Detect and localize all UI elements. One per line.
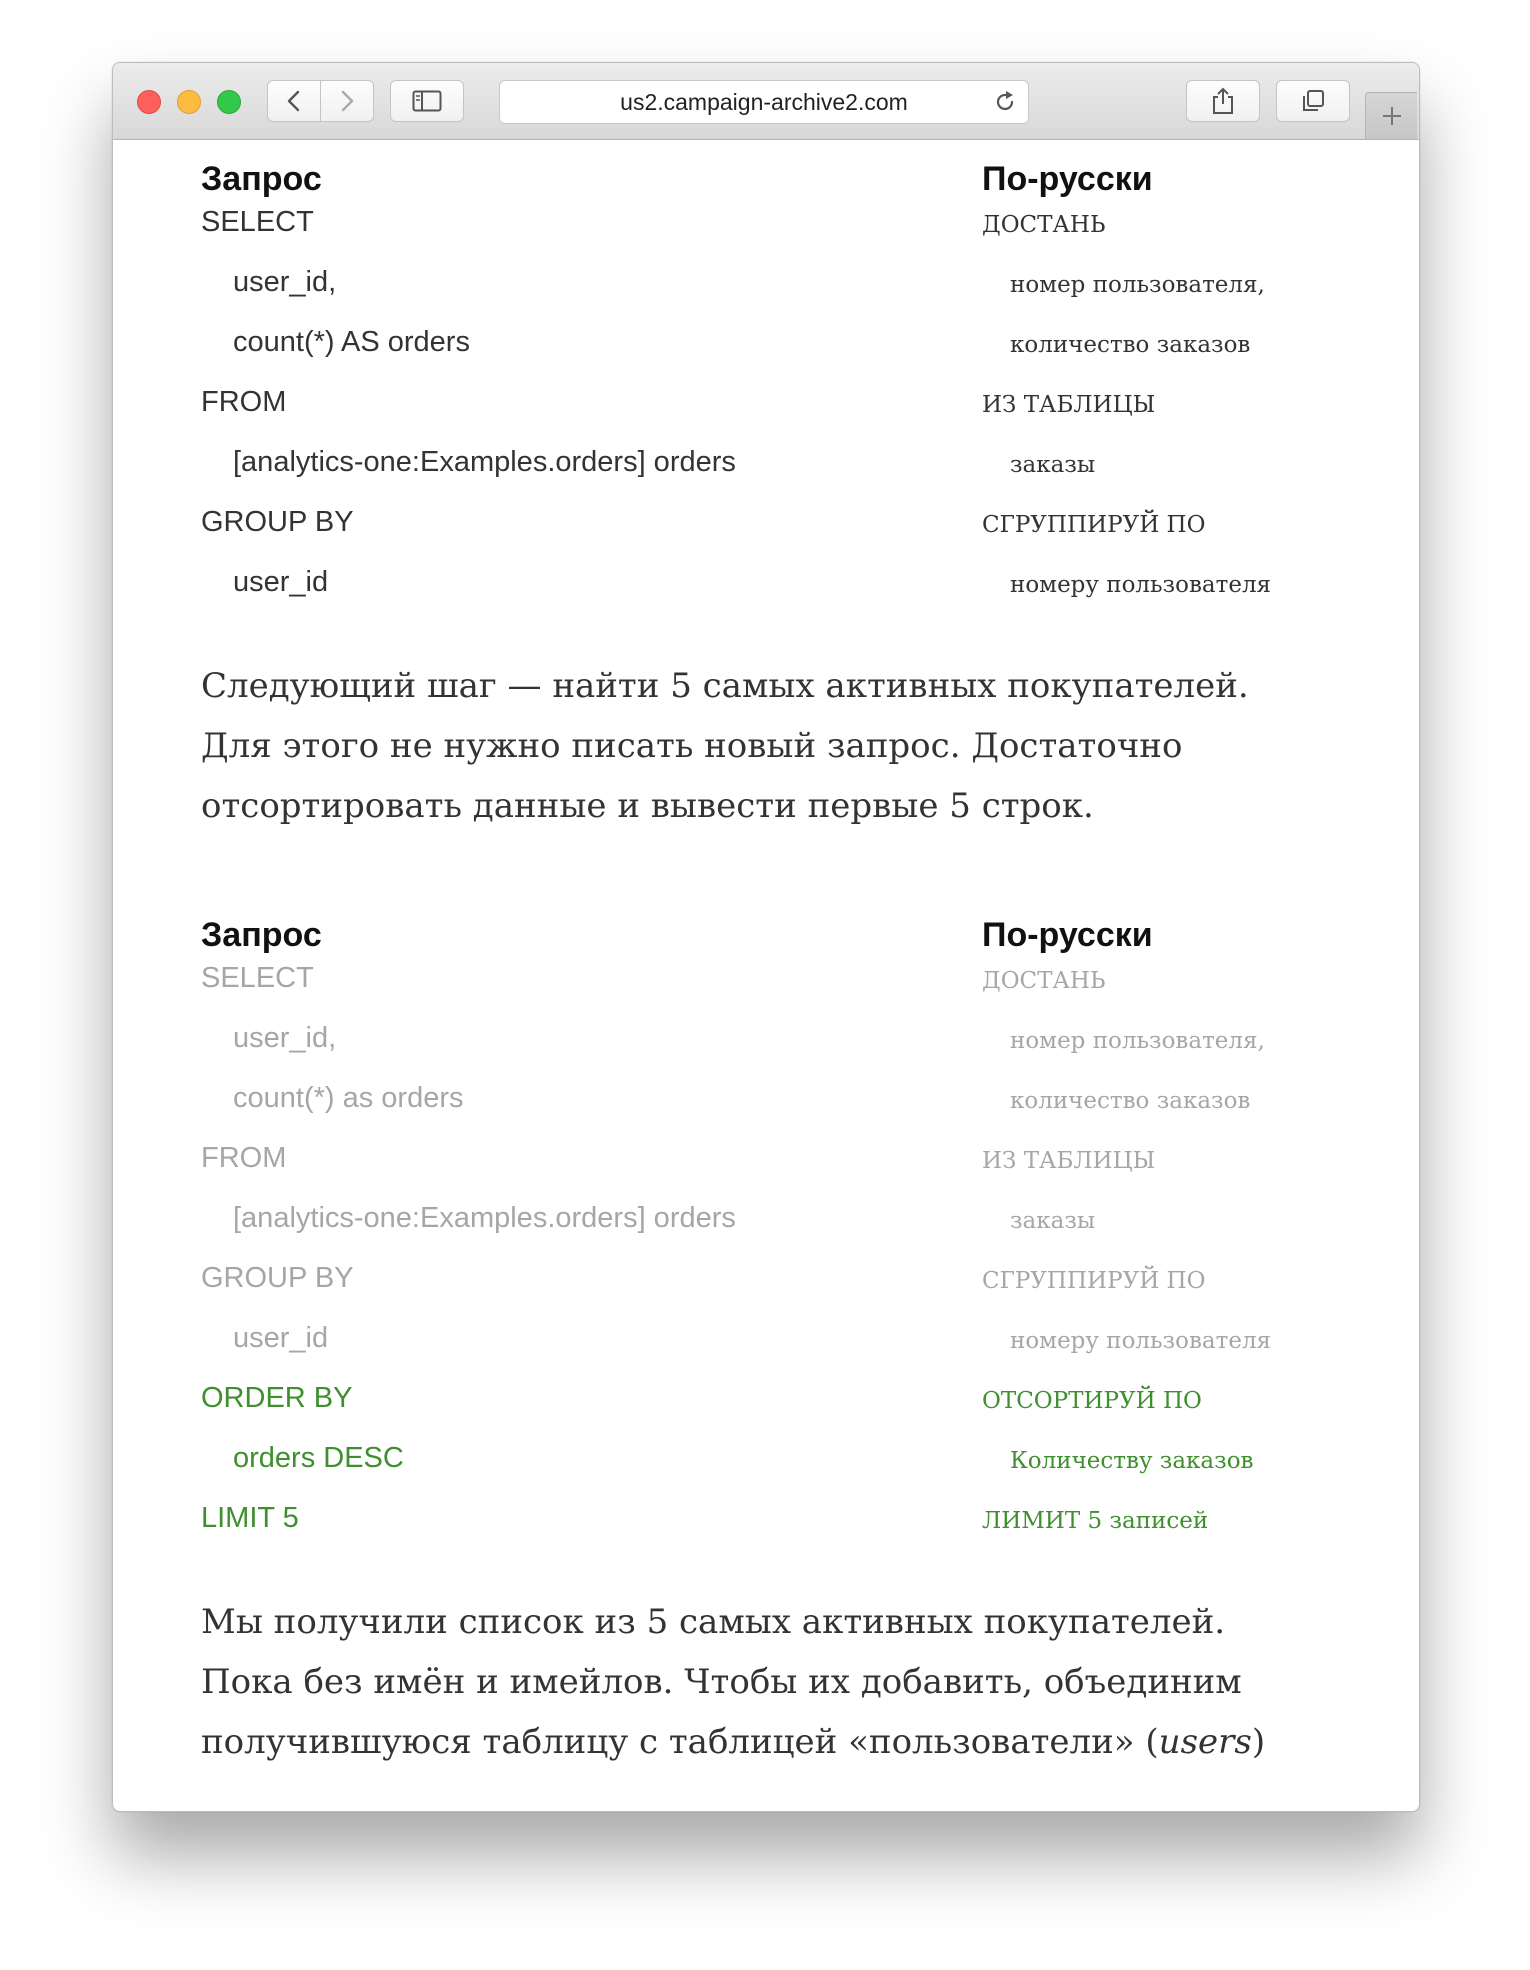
sql-keyword: GROUP BY [201, 506, 354, 538]
paragraph-line: Пока без имён и имейлов. Чтобы их добавить, объединим [201, 1662, 1242, 1702]
russian-keyword: СГРУППИРУЙ ПО [982, 512, 1206, 538]
russian-heading: По-русски [982, 160, 1153, 198]
sql-keyword: SELECT [201, 962, 314, 994]
chevron-left-icon [286, 89, 302, 113]
russian-line: количество заказов [1010, 332, 1251, 358]
url-text: us2.campaign-archive2.com [620, 89, 908, 115]
sidebar-toggle-button[interactable] [390, 80, 464, 122]
russian-keyword: ИЗ ТАБЛИЦЫ [982, 1148, 1156, 1174]
russian-keyword: ИЗ ТАБЛИЦЫ [982, 392, 1156, 418]
russian-keyword-highlight: ОТСОРТИРУЙ ПО [982, 1388, 1202, 1414]
sql-keyword: FROM [201, 386, 287, 418]
body-paragraph [201, 1592, 1351, 1772]
russian-line: номеру пользователя [1010, 572, 1272, 598]
sql-line: [analytics-one:Examples.orders] orders [233, 1202, 736, 1234]
sql-line: count(*) AS orders [233, 326, 470, 358]
paragraph-line: Следующий шаг — найти 5 самых активных покупателей. [201, 666, 1249, 706]
tabs-overview-icon [1300, 88, 1326, 114]
russian-keyword: ДОСТАНЬ [982, 212, 1106, 238]
sql-line-highlight: orders DESC [233, 1442, 404, 1474]
paragraph-text: ) [1251, 1722, 1266, 1762]
russian-keyword: ДОСТАНЬ [982, 968, 1106, 994]
paragraph-line: отсортировать данные и вывести первые 5 строк. [201, 786, 1094, 826]
minimize-window-button[interactable] [177, 90, 201, 114]
sql-keyword-highlight: ORDER BY [201, 1382, 353, 1414]
russian-line: количество заказов [1010, 1088, 1251, 1114]
query-heading: Запрос [201, 160, 322, 198]
russian-line: заказы [1010, 452, 1096, 478]
paragraph-text: получившуюся таблицу с таблицей «пользователи» ( [201, 1722, 1159, 1762]
sql-line: user_id, [233, 266, 337, 298]
back-button[interactable] [267, 80, 321, 122]
browser-toolbar [113, 63, 1419, 140]
share-button[interactable] [1186, 80, 1260, 122]
sql-line: user_id [233, 1322, 329, 1354]
russian-line: заказы [1010, 1208, 1096, 1234]
paragraph-line: Для этого не нужно писать новый запрос. Достаточно [201, 726, 1183, 766]
close-window-button[interactable] [137, 90, 161, 114]
paragraph-line [201, 1712, 1351, 1772]
sql-line: [analytics-one:Examples.orders] orders [233, 446, 736, 478]
russian-keyword-highlight: ЛИМИТ 5 записей [982, 1508, 1209, 1534]
address-bar[interactable] [499, 80, 1029, 124]
paragraph-italic-text: users [1158, 1722, 1252, 1762]
body-paragraph [201, 656, 1351, 836]
russian-heading: По-русски [982, 916, 1153, 954]
sql-keyword: FROM [201, 1142, 287, 1174]
sql-line: user_id [233, 566, 329, 598]
page-content [113, 140, 1419, 1812]
plus-icon [1380, 104, 1404, 128]
forward-button[interactable] [320, 80, 374, 122]
paragraph-line: Мы получили список из 5 самых активных покупателей. [201, 1602, 1226, 1642]
reload-icon[interactable] [992, 89, 1018, 115]
new-tab-button[interactable] [1365, 92, 1417, 139]
zoom-window-button[interactable] [217, 90, 241, 114]
russian-keyword: СГРУППИРУЙ ПО [982, 1268, 1206, 1294]
sql-keyword-highlight: LIMIT 5 [201, 1502, 299, 1534]
tabs-overview-button[interactable] [1276, 80, 1350, 122]
query-heading: Запрос [201, 916, 322, 954]
chevron-right-icon [339, 89, 355, 113]
share-icon [1211, 87, 1235, 115]
russian-line: номер пользователя, [1010, 1028, 1265, 1054]
sql-keyword: GROUP BY [201, 1262, 354, 1294]
sql-line: count(*) as orders [233, 1082, 464, 1114]
russian-line: номер пользователя, [1010, 272, 1265, 298]
sql-keyword: SELECT [201, 206, 314, 238]
sql-line: user_id, [233, 1022, 337, 1054]
russian-line: номеру пользователя [1010, 1328, 1272, 1354]
sidebar-icon [412, 90, 442, 112]
russian-line-highlight: Количеству заказов [1010, 1448, 1254, 1474]
browser-window [112, 62, 1420, 1812]
